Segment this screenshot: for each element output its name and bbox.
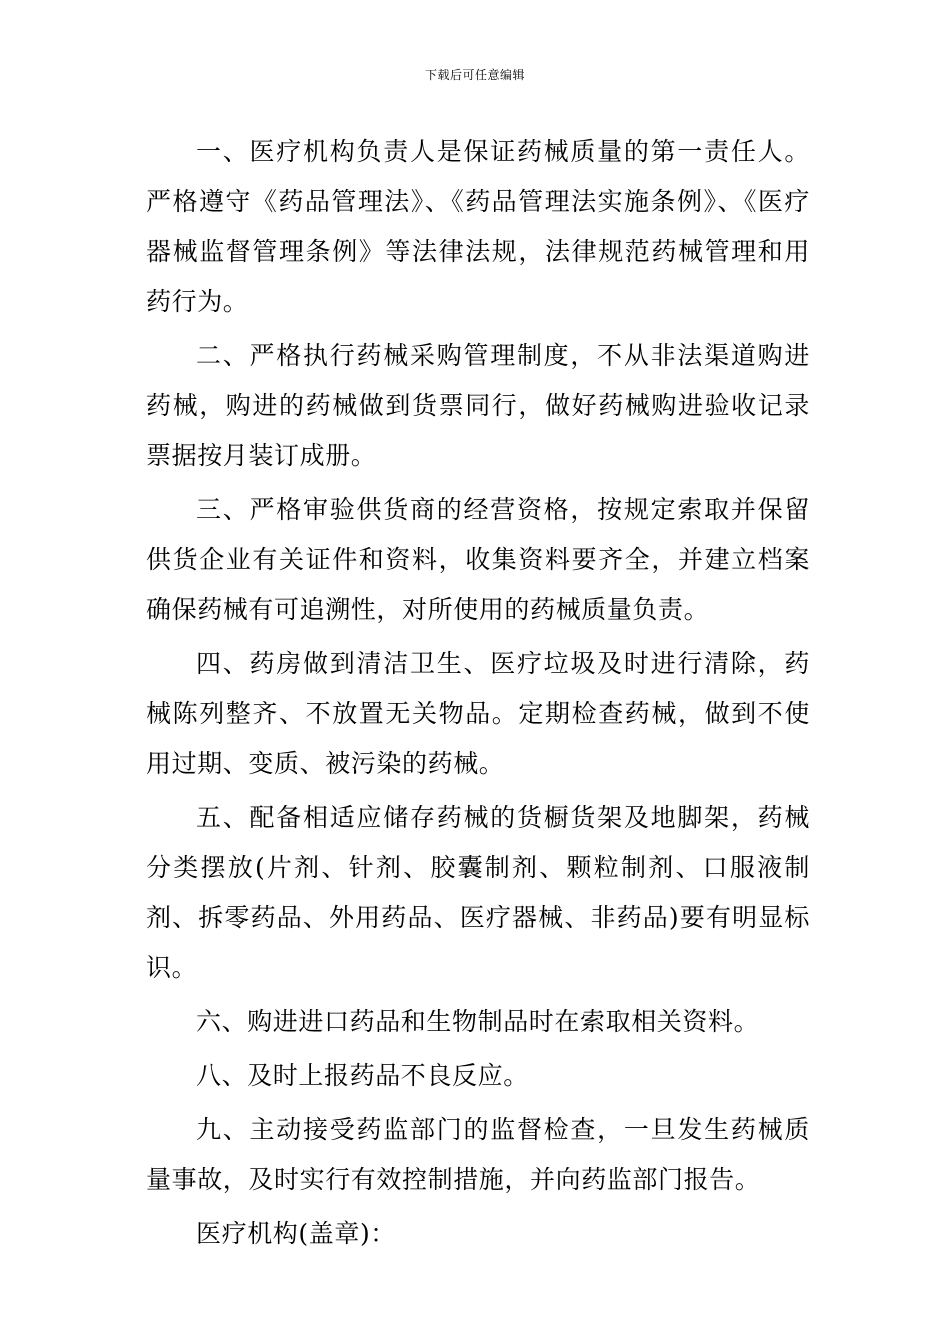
paragraph-2: 二、严格执行药械采购管理制度，不从非法渠道购进药械，购进的药械做到货票同行，做好药械购进验收记录票据按月装订成册。	[146, 341, 810, 470]
paragraph-1: 一、医疗机构负责人是保证药械质量的第一责任人。严格遵守《药品管理法》、《药品管理法实施条例》、《医疗器械监督管理条例》等法律法规，法律规范药械管理和用药行为。	[146, 137, 810, 316]
paragraph-8: 八、及时上报药品不良反应。	[196, 1061, 529, 1090]
paragraph-6: 六、购进进口药品和生物制品时在索取相关资料。	[196, 1007, 760, 1036]
document-body	[146, 127, 810, 1263]
seal-line: 医疗机构(盖章)：	[196, 1219, 396, 1248]
paragraph-9: 九、主动接受药监部门的监督检查，一旦发生药械质量事故，及时实行有效控制措施，并向药监部门报告。	[146, 1115, 810, 1194]
header-note: 下载后可任意编辑	[424, 68, 525, 82]
paragraph-3: 三、严格审验供货商的经营资格，按规定索取并保留供货企业有关证件和资料，收集资料要齐全，并建立档案确保药械有可追溯性，对所使用的药械质量负责。	[146, 495, 810, 624]
paragraph-4: 四、药房做到清洁卫生、医疗垃圾及时进行清除，药械陈列整齐、不放置无关物品。定期检查药械，做到不使用过期、变质、被污染的药械。	[146, 649, 810, 778]
paragraph-5: 五、配备相适应储存药械的货橱货架及地脚架，药械分类摆放(片剂、针剂、胶囊制剂、颗粒制剂、口服液制剂、拆零药品、外用药品、医疗器械、非药品)要有明显标识。	[146, 803, 810, 982]
